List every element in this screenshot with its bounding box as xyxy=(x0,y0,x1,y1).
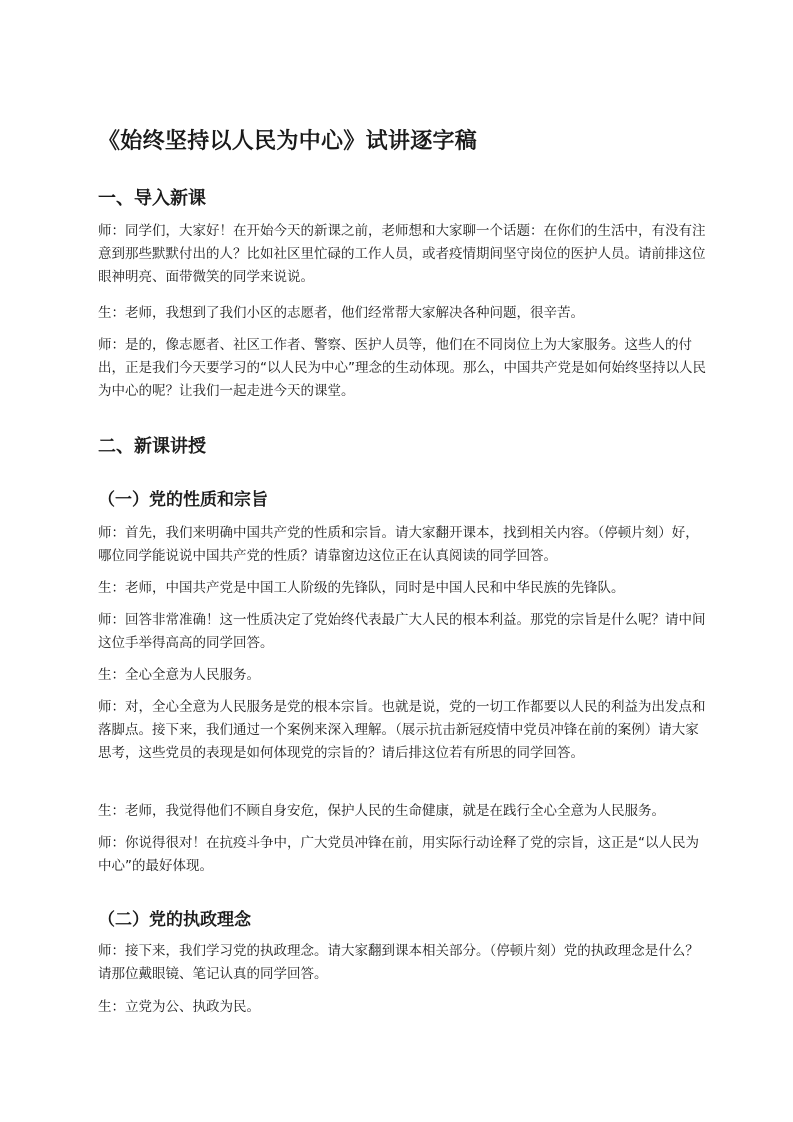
paragraph: 师：首先，我们来明确中国共产党的性质和宗旨。请大家翻开课本，找到相关内容。（停顿片刻）好，哪位同学能说说中国共产党的性质？请靠窗边这位正在认真阅读的同学回答。 xyxy=(98,525,699,564)
section-heading-intro: 一、导入新课 xyxy=(98,188,206,209)
document-title: 《始终坚持以人民为中心》试讲逐字稿 xyxy=(98,129,478,154)
paragraph: 师：对，全心全意为人民服务是党的根本宗旨。也就是说，党的一切工作都要以人民的利益为出发点和落脚点。接下来，我们通过一个案例来深入理解。（展示抗击新冠疫情中党员冲锋在前的案例）请大家思考，这些党员的表现是如何体现党的宗旨的？请后排这位若有所思的同学回答。 xyxy=(98,699,706,761)
paragraph: 生：立党为公、执政为民。 xyxy=(98,999,260,1015)
subsection-heading-governance: （二）党的执政理念 xyxy=(98,910,251,930)
paragraph: 生：老师，我觉得他们不顾自身安危，保护人民的生命健康，就是在践行全心全意为人民服务。 xyxy=(98,803,665,819)
subsection-heading-nature: （一）党的性质和宗旨 xyxy=(98,490,268,510)
paragraph: 生：全心全意为人民服务。 xyxy=(98,667,260,683)
section-heading-lecture: 二、新课讲授 xyxy=(98,436,206,457)
paragraph: 师：是的，像志愿者、社区工作者、警察、医护人员等，他们在不同岗位上为大家服务。这些人的付出，正是我们今天要学习的“以人民为中心”理念的生动体现。那么，中国共产党是如何始终坚持以人民为中心的呢？让我们一起走进今天的课堂。 xyxy=(98,337,706,399)
paragraph: 生：老师，中国共产党是中国工人阶级的先锋队，同时是中国人民和中华民族的先锋队。 xyxy=(98,580,625,596)
paragraph: 师：你说得很对！在抗疫斗争中，广大党员冲锋在前，用实际行动诠释了党的宗旨，这正是“以人民为中心”的最好体现。 xyxy=(98,835,699,874)
paragraph: 师：同学们，大家好！在开始今天的新课之前，老师想和大家聊一个话题：在你们的生活中，有没有注意到那些默默付出的人？比如社区里忙碌的工作人员，或者疫情期间坚守岗位的医护人员。请前排这位眼神明亮、面带微笑的同学来说说。 xyxy=(98,223,706,285)
paragraph: 师：接下来，我们学习党的执政理念。请大家翻到课本相关部分。（停顿片刻）党的执政理念是什么？请那位戴眼镜、笔记认真的同学回答。 xyxy=(98,943,699,982)
paragraph: 师：回答非常准确！这一性质决定了党始终代表最广大人民的根本利益。那党的宗旨是什么呢？请中间这位手举得高高的同学回答。 xyxy=(98,612,706,651)
paragraph: 生：老师，我想到了我们小区的志愿者，他们经常帮大家解决各种问题，很辛苦。 xyxy=(98,305,584,321)
